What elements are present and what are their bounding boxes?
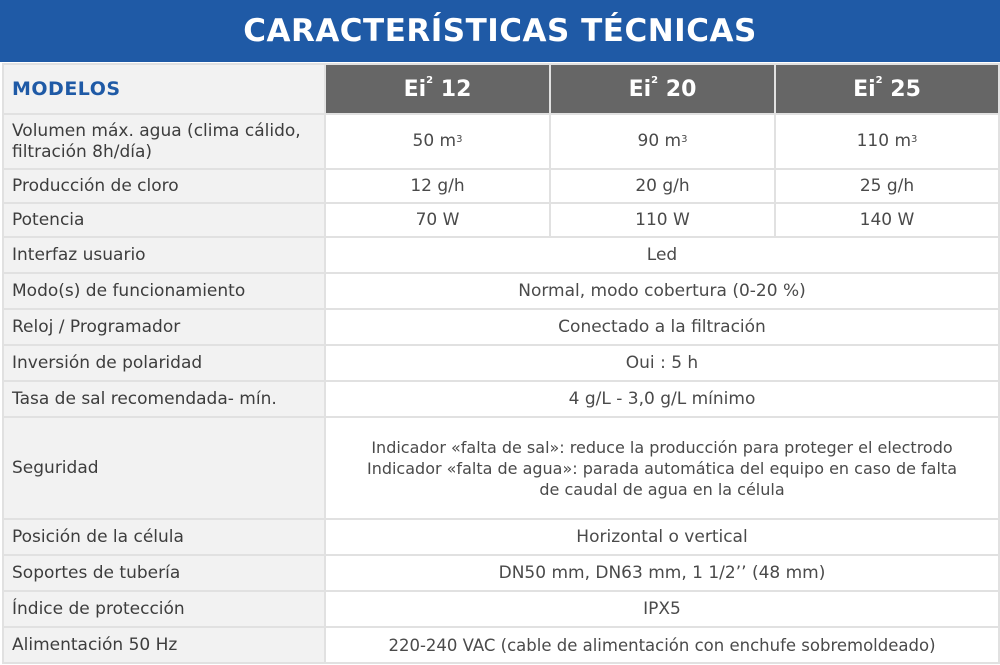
cell-value: 25 g/h: [775, 169, 999, 203]
model-superscript: 2: [651, 74, 659, 86]
page-title: CARACTERÍSTICAS TÉCNICAS: [0, 0, 1000, 62]
model-header-ei2-25: [775, 64, 999, 114]
cell-value: [550, 114, 775, 169]
cell-value: 20 g/h: [550, 169, 775, 203]
models-header: MODELOS: [3, 64, 325, 114]
row-power: [3, 203, 999, 237]
cell-value: DN50 mm, DN63 mm, 1 1/2’’ (48 mm): [325, 555, 999, 591]
cell-value: 70 W: [325, 203, 550, 237]
row-interface: [3, 237, 999, 273]
unit-superscript: 3: [911, 134, 918, 145]
value-text: 110 m: [856, 131, 912, 151]
row-label: Potencia: [3, 203, 325, 237]
cell-value: IPX5: [325, 591, 999, 627]
row-volume: [3, 114, 999, 169]
cell-value: 4 g/L - 3,0 g/L mínimo: [325, 381, 999, 417]
row-polarity: [3, 345, 999, 381]
row-label: Interfaz usuario: [3, 237, 325, 273]
cell-value: 220-240 VAC (cable de alimentación con enchufe sobremoldeado): [325, 627, 999, 663]
row-pipe-supports: [3, 555, 999, 591]
value-line: de caudal de agua en la célula: [539, 479, 785, 499]
label-line: Volumen máx. agua (clima cálido,: [12, 120, 301, 141]
value-text: 50 m: [412, 131, 457, 151]
cell-value: Horizontal o vertical: [325, 519, 999, 555]
value-line: Indicador «falta de sal»: reduce la producción para proteger el electrodo: [371, 437, 953, 457]
row-label: Tasa de sal recomendada- mín.: [3, 381, 325, 417]
row-cell-position: [3, 519, 999, 555]
row-label: Seguridad: [3, 417, 325, 519]
cell-value: [775, 114, 999, 169]
row-label: Modo(s) de funcionamiento: [3, 273, 325, 309]
model-header-ei2-20: [550, 64, 775, 114]
cell-value: Normal, modo cobertura (0-20 %): [325, 273, 999, 309]
cell-value: 12 g/h: [325, 169, 550, 203]
row-label: Posición de la célula: [3, 519, 325, 555]
row-label: Alimentación 50 Hz: [3, 627, 325, 663]
row-label: Soportes de tubería: [3, 555, 325, 591]
model-name: Ei: [403, 76, 427, 102]
cell-value: [325, 114, 550, 169]
row-label: Reloj / Programador: [3, 309, 325, 345]
row-label: Producción de cloro: [3, 169, 325, 203]
value-text: 90 m: [637, 131, 682, 151]
label-line: filtración 8h/día): [12, 141, 153, 162]
cell-value: Oui : 5 h: [325, 345, 999, 381]
model-number: 12: [440, 76, 472, 102]
value-line: Indicador «falta de agua»: parada automática del equipo en caso de falta: [366, 458, 958, 478]
model-header-ei2-12: [325, 64, 550, 114]
unit-superscript: 3: [681, 134, 688, 145]
model-name: Ei: [853, 76, 876, 102]
model-name: Ei: [628, 76, 652, 102]
row-label: Inversión de polaridad: [3, 345, 325, 381]
row-protection: [3, 591, 999, 627]
row-safety: [3, 417, 999, 519]
cell-value: Conectado a la filtración: [325, 309, 999, 345]
row-modes: [3, 273, 999, 309]
row-label: Índice de protección: [3, 591, 325, 627]
model-superscript: 2: [875, 74, 883, 86]
row-supply: [3, 627, 999, 663]
row-label: [3, 114, 325, 169]
cell-value: 110 W: [550, 203, 775, 237]
header-row: [3, 64, 999, 114]
model-number: 25: [890, 76, 921, 102]
row-chlorine: [3, 169, 999, 203]
specs-table: [2, 63, 1000, 664]
cell-value: Led: [325, 237, 999, 273]
row-salt: [3, 381, 999, 417]
unit-superscript: 3: [456, 134, 463, 145]
model-superscript: 2: [426, 74, 434, 86]
model-number: 20: [665, 76, 697, 102]
cell-value: 140 W: [775, 203, 999, 237]
cell-value: [325, 417, 999, 519]
row-clock: [3, 309, 999, 345]
